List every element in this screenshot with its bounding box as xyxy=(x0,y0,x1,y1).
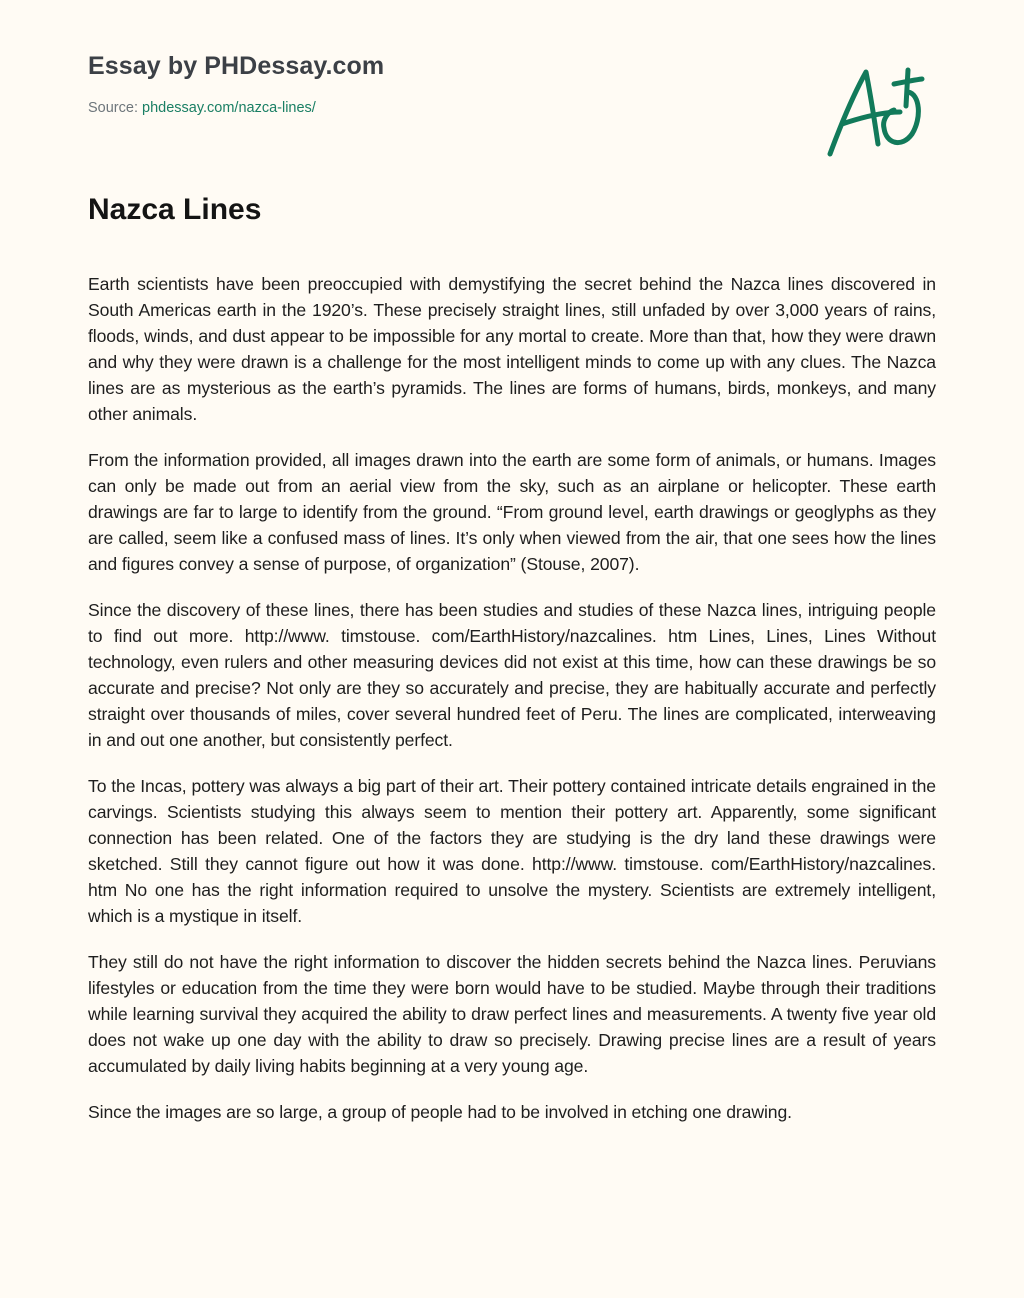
essay-paragraph: Since the images are so large, a group of people had to be involved in etching one drawing. xyxy=(88,1102,792,1122)
essay-paragraph: Earth scientists have been preoccupied with demystifying the secret behind the Nazca lines discovered in South Americas earth in the 1920’s. These precisely straight lines, still unfaded by over 3,000 years of rains, floods, winds, and dust appear to be impossible for any mortal to create. More than that, how they were drawn and why they were drawn is a challenge for the most intelligent minds to come up with any clues. The Nazca lines are as mysterious as the earth’s pyramids. The lines are forms of humans, birds, monkeys, and many other animals. xyxy=(88,274,936,424)
source-label: Source: xyxy=(88,100,142,116)
essay-title: Nazca Lines xyxy=(88,193,262,226)
source-link[interactable]: phdessay.com/nazca-lines/ xyxy=(142,100,316,116)
essay-body xyxy=(88,271,936,1145)
essay-paragraph: They still do not have the right information to discover the hidden secrets behind the Nazca lines. Peruvians lifestyles or education from the time they were born would have to be studied. Maybe through their traditions while learning survival they acquired the ability to draw perfect lines and measurements. A twenty five year old does not wake up one day with the ability to draw so precisely. Drawing precise lines are a result of years accumulated by daily living habits beginning at a very young age. xyxy=(88,952,936,1076)
essay-paragraph: To the Incas, pottery was always a big part of their art. Their pottery contained intricate details engrained in the carvings. Scientists studying this always seem to mention their pottery art. Apparently, some significant connection has been related. One of the factors they are studying is the dry land these drawings were sketched. Still they cannot figure out how it was done. http://www. timstouse. com/EarthHistory/nazcalines. htm No one has the right information required to unsolve the mystery. Scientists are extremely intelligent, which is a mystique in itself. xyxy=(88,776,936,926)
page-header xyxy=(88,48,936,118)
essay-paragraph: From the information provided, all images drawn into the earth are some form of animals, or humans. Images can only be made out from an aerial view from the sky, such as an airplane or helicopter. These earth drawings are far to large to identify from the ground. “From ground level, earth drawings or geoglyphs as they are called, seem like a confused mass of lines. It’s only when viewed from the air, that one sees how the lines and figures convey a sense of purpose, of organization” (Stouse, 2007). xyxy=(88,450,936,574)
essay-paragraph: Since the discovery of these lines, there has been studies and studies of these Nazca lines, intriguing people to find out more. http://www. timstouse. com/EarthHistory/nazcalines. htm Lines, Lines, Lines Without technology, even rulers and other measuring devices did not exist at this time, how can these drawings be so accurate and precise? Not only are they so accurately and precise, they are habitually accurate and perfectly straight over thousands of miles, cover several hundred feet of Peru. The lines are complicated, interweaving in and out one another, but consistently perfect. xyxy=(88,600,936,750)
site-title: Essay by PHDessay.com xyxy=(88,52,385,80)
source-line xyxy=(88,98,936,118)
a-plus-grade-icon xyxy=(822,62,932,162)
